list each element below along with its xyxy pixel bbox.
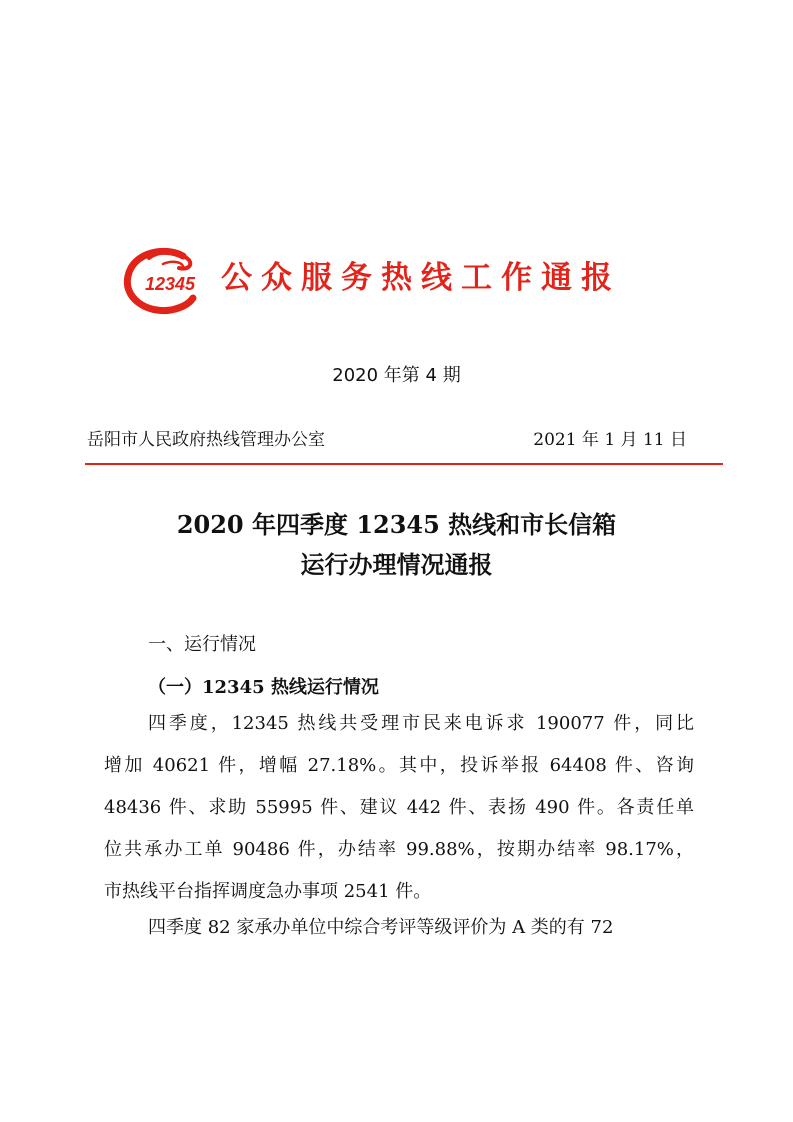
paragraph-evaluation	[104, 907, 694, 949]
document-title	[0, 505, 793, 585]
hotline-12345-logo	[123, 244, 213, 316]
logo-number: 12345	[145, 274, 196, 294]
issuer-name: 岳阳市人民政府热线管理办公室	[87, 430, 325, 450]
paragraph-hotline-stats	[104, 703, 694, 913]
red-divider	[85, 463, 723, 465]
paragraph-line: 位共承办工单 90486 件，办结率 99.88%，按期办结率 98.17%，	[104, 839, 694, 860]
paragraph-line: 市热线平台指挥调度急办事项 2541 件。	[104, 881, 432, 902]
masthead	[123, 244, 703, 316]
subsection-heading: （一）12345 热线运行情况	[148, 677, 379, 698]
paragraph-line: 四季度，12345 热线共受理市民来电诉求 190077 件，同比	[148, 713, 694, 734]
title-line-1: 2020 年四季度 12345 热线和市长信箱	[176, 510, 617, 539]
paragraph-line: 四季度 82 家承办单位中综合考评等级评价为 A 类的有 72	[148, 917, 614, 938]
title-line-2: 运行办理情况通报	[300, 550, 493, 579]
issue-date: 2021 年 1 月 11 日	[533, 430, 687, 450]
banner-title: 公众服务热线工作通报	[221, 260, 621, 296]
issue-number: 2020 年第 4 期	[332, 365, 461, 386]
section-heading: 一、运行情况	[148, 634, 256, 655]
paragraph-line: 48436 件、求助 55995 件、建议 442 件、表扬 490 件。各责任单	[104, 797, 694, 818]
paragraph-line: 增加 40621 件，增幅 27.18%。其中，投诉举报 64408 件、咨询	[104, 755, 694, 776]
